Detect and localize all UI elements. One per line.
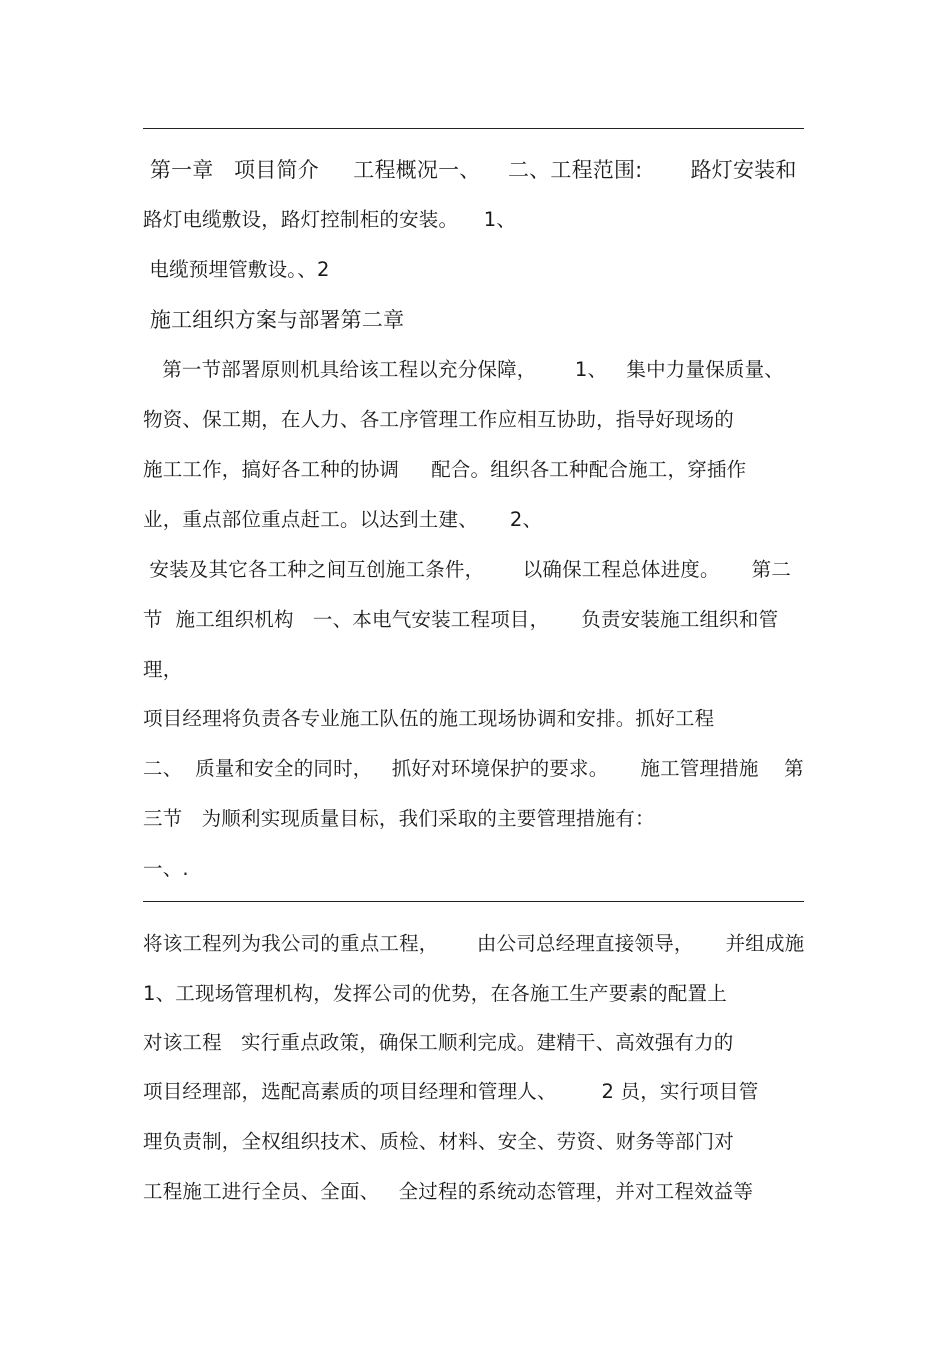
text-line: 第一章 项目简介 工程概况一、 二、工程范围: 路灯安装和: [143, 158, 797, 182]
page-break-rule: [143, 901, 804, 902]
text-line: 对该工程 实行重点政策，确保工顺利完成。建精干、高效强有力的: [143, 1031, 734, 1054]
text-line: 二、 质量和安全的同时， 抓好对环境保护的要求。 施工管理措施 第: [143, 757, 804, 780]
text-line: 将该工程列为我公司的重点工程， 由公司总经理直接领导， 并组成施: [143, 932, 805, 955]
text-line: 项目经理部，选配高素质的项目经理和管理人、 2 员，实行项目管: [143, 1080, 759, 1103]
text-line: 理，: [143, 658, 183, 681]
text-line: 一、.: [143, 857, 189, 880]
top-rule: [143, 128, 804, 129]
text-line: 项目经理将负责各专业施工队伍的施工现场协调和安排。抓好工程: [143, 707, 715, 730]
text-line: 安装及其它各工种之间互创施工条件， 以确保工程总体进度。 第二: [143, 558, 792, 581]
text-line: 施工工作，搞好各工种的协调 配合。组织各工种配合施工，穿插作: [143, 458, 747, 481]
text-line: 节 施工组织机构 一、本电气安装工程项目， 负责安装施工组织和管: [143, 608, 779, 631]
text-line: 业，重点部位重点赶工。以达到土建、 2、: [143, 508, 543, 531]
text-line: 1、工现场管理机构，发挥公司的优势，在各施工生产要素的配置上: [143, 982, 727, 1005]
text-line: 物资、保工期，在人力、各工序管理工作应相互协助，指导好现场的: [143, 408, 735, 431]
text-line: 工程施工进行全员、全面、 全过程的系统动态管理，并对工程效益等: [143, 1180, 754, 1203]
text-line: 三节 为顺利实现质量目标，我们采取的主要管理措施有：: [143, 807, 655, 830]
text-line: 电缆预埋管敷设。、2: [143, 258, 330, 281]
text-line: 理负责制，全权组织技术、质检、材料、安全、劳资、财务等部门对: [143, 1130, 735, 1153]
text-line: 第一节部署原则机具给该工程以充分保障， 1、 集中力量保质量、: [143, 358, 784, 381]
section-heading: 施工组织方案与部署第二章: [143, 308, 405, 332]
text-line: 路灯电缆敷设，路灯控制柜的安装。 1、: [143, 208, 517, 231]
